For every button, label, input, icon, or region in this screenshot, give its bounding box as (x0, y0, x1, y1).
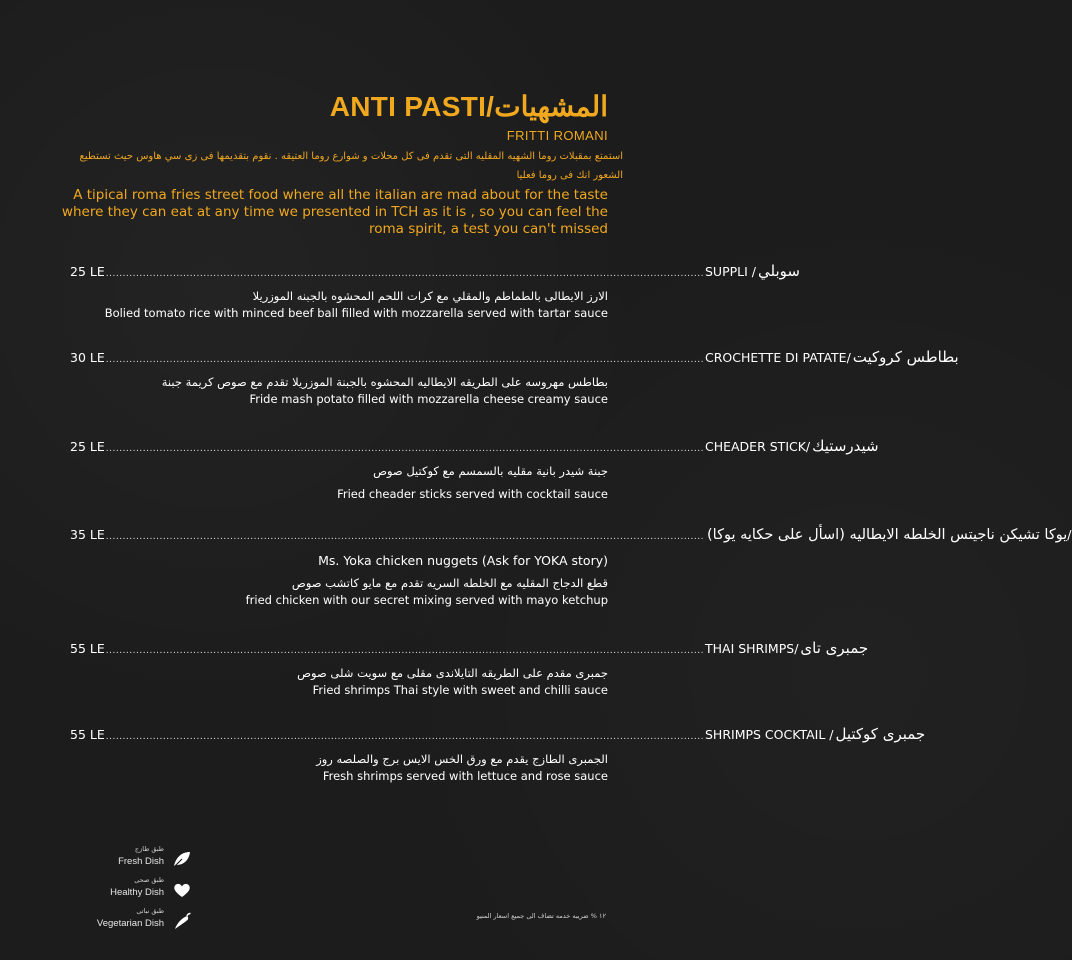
item-description-ar: الارز الايطالى بالطماطم والمقلي مع كرات اللحم المحشوه بالجبنه الموزريلا (252, 289, 608, 303)
description-line: A tipical roma fries street food where all the italian are mad about for the taste (73, 187, 608, 203)
menu-item-suppli (70, 262, 800, 322)
item-title-line (70, 725, 926, 746)
item-name-en: / (1067, 527, 1072, 542)
menu-item-thai-shrimps (70, 639, 869, 699)
item-title-line (70, 526, 1072, 546)
item-name-en: SUPPLI / (704, 264, 756, 279)
legend-label-en: Healthy Dish (110, 887, 164, 898)
item-description-en: Fried cheader sticks served with cocktail sauce (337, 487, 608, 501)
heart-icon (172, 880, 192, 900)
item-title-line (70, 262, 800, 283)
item-title-line (70, 639, 869, 660)
menu-header (48, 91, 623, 238)
section-description-ar: استمتع بمقبلات روما الشهيه المقليه التى تقدم فى كل محلات و شوارع روما العتيقه . نقوم بتقديمها فى زى سي هاوس حيث تستطيع الشعور انك فى روما فعليا (79, 151, 623, 181)
item-description-en: fried chicken with our secret mixing served with mayo ketchup (245, 593, 608, 607)
item-title-line (70, 437, 879, 458)
item-price: 30 LE (70, 350, 105, 365)
item-description-ar: بطاطس مهروسه على الطريقه الايطاليه المحشوه بالجبنة الموزريلا تقدم مع صوص كريمة جبنة (161, 375, 608, 389)
legend-label-ar: طبق نباتى (136, 907, 164, 915)
dot-leader: .................................................................................................................................................................................. (105, 444, 704, 454)
item-name-ar: بطاطس كروكيت (852, 348, 959, 366)
item-name-en: CROCHETTE DI PATATE/ (704, 350, 851, 365)
section-description-en (48, 187, 608, 238)
chili-icon (172, 911, 192, 931)
dot-leader: .................................................................................................................................................................................. (105, 532, 704, 542)
item-description-en: Fresh shrimps served with lettuce and rose sauce (322, 769, 608, 783)
dot-leader: .................................................................................................................................................................................. (105, 732, 704, 742)
item-price: 35 LE (70, 527, 105, 542)
menu-item-yoka-nuggets (70, 526, 1072, 609)
service-tax-footnote: ١٢ % ضريبه خدمه تضاف الى جميع اسعار المنيو (476, 912, 606, 920)
item-name-ar: جمبرى كوكتيل (835, 725, 926, 743)
item-price: 55 LE (70, 727, 105, 742)
description-line: where they can eat at any time we presented in TCH as it is , so you can feel the (61, 204, 608, 220)
item-description-ar: قطع الدجاج المقليه مع الخلطه السريه تقدم مع مايو كاتشب صوص (291, 576, 608, 590)
item-description-ar: جبنة شيدر بانية مقليه بالسمسم مع كوكتيل صوص (373, 464, 608, 478)
legend-label-en: Vegetarian Dish (96, 918, 164, 929)
dish-legend (96, 843, 196, 936)
leaf-icon (172, 849, 192, 869)
item-description-en: Fried shrimps Thai style with sweet and chilli sauce (312, 683, 608, 697)
legend-row-vegetarian (96, 905, 196, 935)
menu-item-shrimps-cocktail (70, 725, 926, 785)
item-description-en: Bolied tomato rice with minced beef ball filled with mozzarella served with tartar sauce (104, 306, 608, 320)
item-price: 55 LE (70, 641, 105, 656)
section-title: ANTI PASTI/المشهيات (329, 91, 608, 122)
section-subtitle: FRITTI ROMANI (506, 128, 608, 143)
dot-leader: .................................................................................................................................................................................. (105, 355, 704, 365)
item-title-line (70, 348, 959, 369)
item-price: 25 LE (70, 264, 105, 279)
item-description-ar: جمبرى مقدم على الطريقه التايلاندى مقلى مع سويت شلى صوص (297, 666, 608, 680)
menu-item-crochette (70, 348, 959, 408)
item-name-en: SHRIMPS COCKTAIL / (704, 727, 834, 742)
legend-row-fresh (96, 843, 196, 873)
dot-leader: .................................................................................................................................................................................. (105, 269, 704, 279)
description-line: roma spirit, a test you can't missed (368, 221, 608, 237)
item-description-ar: الجمبرى الطازج يقدم مع ورق الخس الايس برج والصلصه روز (316, 752, 608, 766)
menu-item-cheader-stick (70, 437, 879, 503)
item-name-en-full: Ms. Yoka chicken nuggets (Ask for YOKA story) (318, 553, 608, 568)
legend-row-healthy (96, 874, 196, 904)
item-description-en: Fride mash potato filled with mozzarella cheese creamy sauce (249, 392, 608, 406)
item-name-ar: شيدرستيك (812, 437, 879, 455)
legend-label-ar: طبق طازج (134, 845, 164, 853)
dot-leader: .................................................................................................................................................................................. (105, 646, 704, 656)
item-name-ar: سوبلي (757, 262, 800, 280)
item-name-en: CHEADER STICK/ (704, 439, 811, 454)
item-name-en: THAI SHRIMPS/ (704, 641, 799, 656)
item-name-ar: (يوكا تشيكن ناجيتس الخلطه الايطاليه (اسأل على حكايه يوكا (706, 527, 1068, 543)
item-name-ar: جمبرى تاى (800, 639, 869, 657)
legend-label-en: Fresh Dish (118, 856, 164, 867)
item-price: 25 LE (70, 439, 105, 454)
legend-label-ar: طبق صحى (134, 876, 164, 884)
